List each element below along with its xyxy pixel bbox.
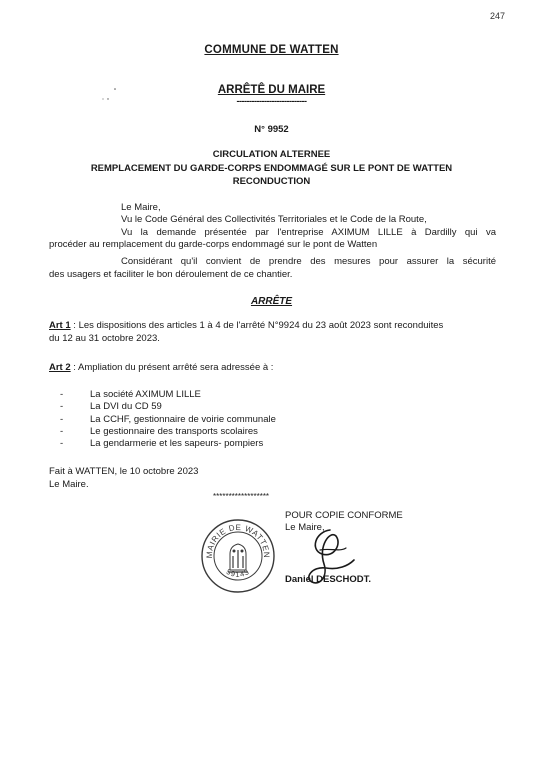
signature-le-maire: Le Maire, xyxy=(285,522,325,533)
subject-line: CIRCULATION ALTERNEE xyxy=(212,149,331,160)
preamble-vu-demande-cont: procéder au remplacement du garde-corps endommagé sur le pont de Watten xyxy=(49,239,378,250)
list-item: - La société AXIMUM LILLE xyxy=(60,389,276,401)
pour-copie-conforme: POUR COPIE CONFORME xyxy=(285,510,403,521)
commune-heading: COMMUNE DE WATTEN xyxy=(204,44,339,56)
stars-separator: ****************** xyxy=(213,492,270,501)
article-1 xyxy=(49,320,443,333)
list-item: - La gendarmerie et les sapeurs- pompiers xyxy=(60,438,276,450)
preamble-le-maire: Le Maire, xyxy=(121,202,161,213)
article-2-label: Art 2 xyxy=(49,362,71,373)
heading-separator: ---------------------------- xyxy=(236,96,307,106)
arrete-title: ARRÊTE xyxy=(250,296,293,307)
arrete-subject xyxy=(0,148,543,189)
page-number: 247 xyxy=(490,11,506,21)
subject-line: RECONDUCTION xyxy=(232,176,311,187)
closing-le-maire: Le Maire. xyxy=(49,479,89,490)
arrete-number: N° 9952 xyxy=(254,124,289,135)
fait-a-date: Fait à WATTEN, le 10 octobre 2023 xyxy=(49,466,199,477)
recipient-list xyxy=(60,389,276,450)
article-1-text-cont: du 12 au 31 octobre 2023. xyxy=(49,333,160,344)
article-1-text: : Les dispositions des articles 1 à 4 de l'arrêté N°9924 du 23 août 2023 sont reconduites xyxy=(70,320,444,331)
subject-line: REMPLACEMENT DU GARDE-CORPS ENDOMMAGÉ SUR LE PONT DE WATTEN xyxy=(90,162,453,174)
arrete-du-maire-heading: ARRÊTÊ DU MAIRE xyxy=(217,84,326,96)
list-item: - La CCHF, gestionnaire de voirie communale xyxy=(60,414,276,426)
article-2 xyxy=(49,362,273,375)
list-item: - Le gestionnaire des transports scolaires xyxy=(60,426,276,438)
seal-text-top: MAIRIE DE WATTEN xyxy=(204,522,272,559)
article-2-text: : Ampliation du présent arrêté sera adressée à : xyxy=(70,362,274,373)
signatory-name: Daniel DESCHODT. xyxy=(285,574,372,585)
preamble-considerant-cont: des usagers et faciliter le bon déroulement de ce chantier. xyxy=(49,269,293,280)
svg-text:59143 xyxy=(225,567,251,579)
seal-text-bottom: 59143 xyxy=(224,567,252,579)
preamble-vu-code: Vu le Code Général des Collectivités Territoriales et le Code de la Route, xyxy=(121,214,427,225)
mairie-seal-stamp xyxy=(200,518,276,594)
preamble-vu-demande: Vu la demande présentée par l'entreprise AXIMUM LILLE à Dardilly qui va xyxy=(121,227,496,238)
preamble-considerant: Considérant qu'il convient de prendre des mesures pour assurer la sécurité xyxy=(121,256,496,267)
list-item: - La DVI du CD 59 xyxy=(60,401,276,413)
scan-specks xyxy=(95,85,135,110)
article-1-label: Art 1 xyxy=(49,320,71,331)
